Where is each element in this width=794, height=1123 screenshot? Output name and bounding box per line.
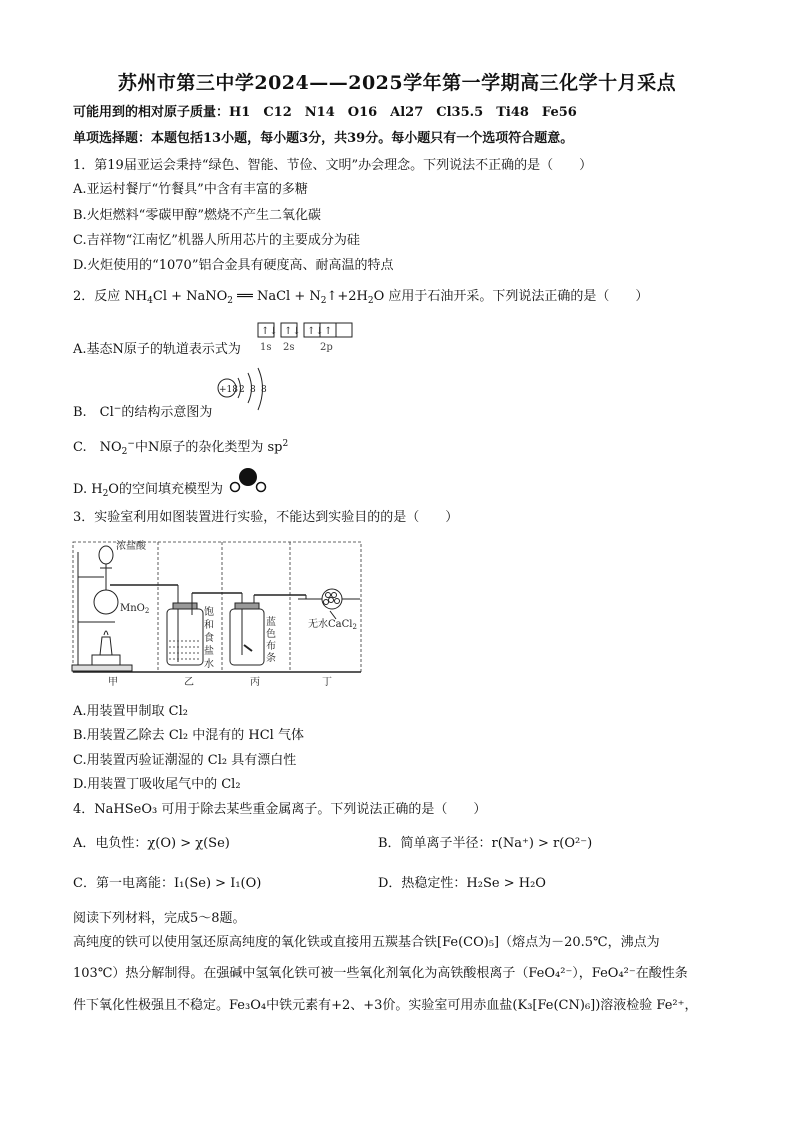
reading-line-1: 高纯度的铁可以使用氢还原高纯度的氧化铁或直接用五羰基合铁[Fe(CO)₅]（熔点为－20.5℃，沸点为 (73, 935, 660, 950)
blue-cloth-strip (244, 645, 252, 651)
label-conc-hcl: 浓盐酸 (116, 541, 146, 552)
q3-stem: 3．实验室利用如图装置进行实验，不能达到实验目的的是（ ） (73, 510, 459, 525)
q2-stem-tail: 应用于石油开采。下列说法正确的是（ ） (388, 289, 649, 304)
eq-sub: 2 (227, 296, 234, 306)
reading-intro: 阅读下列材料，完成5～8题。 (73, 911, 246, 926)
text: D. H (73, 482, 103, 497)
eq-part: Cl + NaNO (152, 289, 228, 304)
shell-electrons: 2 (239, 385, 245, 395)
q3-option-d: D.用装置丁吸收尾气中的 Cl₂ (73, 777, 241, 792)
t: MnO (120, 603, 145, 614)
page-title: 苏州市第三中学2024——2025学年第一学期高三化学十月采点 (117, 72, 677, 94)
separatory-funnel (99, 546, 113, 564)
round-flask (94, 590, 118, 614)
eq-sub: 4 (147, 296, 153, 306)
eq-part: ↑+2H (326, 289, 368, 304)
q1-option-d: D.火炬使用的“1070”铝合金具有硬度高、耐高温的特点 (73, 258, 394, 273)
stopper (173, 603, 197, 609)
q3-option-c: C.用装置丙验证潮湿的 Cl₂ 具有漂白性 (73, 753, 297, 768)
q1-option-b: B.火炬燃料“零碳甲醇”燃烧不产生二氧化碳 (73, 208, 321, 223)
t: 2 (352, 623, 357, 631)
gas-bottle (230, 609, 264, 665)
burner-stand (92, 655, 120, 665)
label-brine: 水 (204, 659, 214, 670)
reading-line-2: 103℃）热分解制得。在强碱中氢氧化铁可被一些氧化剂氧化为高铁酸根离子（FeO₄²⁻），FeO₄²⁻在酸性条 (73, 966, 688, 981)
q2-option-c (73, 435, 288, 461)
label-brine: 和 (204, 620, 214, 631)
sub: 2 (121, 447, 128, 457)
q4-option-c: C．第一电离能：I₁(Se) > I₁(O) (73, 876, 262, 891)
label-jia: 甲 (108, 677, 118, 688)
t: 2 (144, 607, 150, 615)
orbital-diagram (256, 322, 356, 354)
text: 中N原子的杂化类型为 sp (134, 440, 283, 455)
eq-arrow: ══ (237, 289, 253, 304)
label-cloth: 布 (266, 641, 276, 652)
label-ding: 丁 (322, 677, 332, 688)
q1-stem: 1．第19届亚运会秉持“绿色、智能、节俭、文明”办会理念。下列说法不正确的是（ ） (73, 158, 593, 173)
q2-option-d (73, 481, 223, 503)
apparatus-frame (73, 542, 361, 672)
q2-equation (124, 289, 388, 304)
orbital-label: 1s (260, 342, 272, 353)
apparatus-diagram (70, 537, 366, 691)
q2-stem (73, 288, 648, 310)
cacl2-granule-icon (332, 593, 337, 598)
spin-arrow-icon: ↑ (324, 326, 333, 337)
cacl2-granule-icon (324, 600, 329, 605)
atomic-masses: 可能用到的相对原子质量：H1 C12 N14 O16 Al27 Cl35.5 Ti48 Fe56 (73, 105, 577, 120)
q2-option-b (73, 400, 212, 422)
text: O的空间填充模型为 (108, 482, 223, 497)
hydrogen-atom-icon (257, 483, 266, 492)
label-cloth: 色 (266, 629, 276, 640)
cacl2-granule-icon (329, 598, 334, 603)
orbital-label: 2p (320, 342, 333, 353)
label-cloth: 蓝 (266, 617, 276, 628)
label-yi: 乙 (184, 677, 194, 688)
spin-arrows-icon: ↑↓ (307, 326, 324, 337)
label-brine: 饱 (204, 607, 214, 618)
leader-line (330, 611, 336, 619)
q4-stem: 4．NaHSeO₃ 可用于除去某些重金属离子。下列说法正确的是（ ） (73, 802, 487, 817)
eq-part: NaCl + N (256, 289, 321, 304)
shell-electrons: 8 (261, 385, 267, 395)
label-mno2 (120, 603, 149, 615)
spin-arrows-icon: ↑↓ (284, 326, 301, 337)
stand-base (72, 665, 132, 671)
burner (100, 637, 112, 655)
label-cloth: 条 (266, 653, 276, 664)
cacl2-granule-icon (335, 599, 340, 604)
text: 的结构示意图为 (121, 405, 213, 420)
q4-option-d: D．热稳定性：H₂Se > H₂O (378, 876, 546, 891)
t: 无水CaCl (308, 619, 353, 630)
orbital-box-2p-3 (336, 323, 352, 337)
q4-option-a: A．电负性：χ(O) > χ(Se) (73, 836, 230, 851)
eq-part: NH (124, 289, 148, 304)
q3-option-a: A.用装置甲制取 Cl₂ (73, 704, 188, 719)
cacl2-granule-icon (326, 593, 331, 598)
sup: 2 (282, 439, 289, 449)
eq-sub: 2 (367, 296, 374, 306)
q2-option-a: A.基态N原子的轨道表示式为 (73, 342, 241, 357)
q4-option-b: B．简单离子半径：r(Na⁺) > r(O²⁻) (378, 836, 593, 851)
sup: − (113, 404, 122, 414)
oxygen-atom-icon (239, 468, 257, 486)
q1-option-c: C.吉祥物“江南忆”机器人所用芯片的主要成分为硅 (73, 233, 360, 248)
eq-part: O (373, 289, 385, 304)
text: B. Cl (73, 405, 114, 420)
label-bing: 丙 (250, 677, 260, 688)
label-cacl2 (308, 617, 357, 631)
water-space-filling-model (228, 466, 268, 496)
eq-sub: 2 (320, 296, 327, 306)
stopper (235, 603, 259, 609)
flame-icon (104, 631, 108, 635)
q3-option-b: B.用装置乙除去 Cl₂ 中混有的 HCl 气体 (73, 728, 304, 743)
spin-arrows-icon: ↑↓ (261, 326, 278, 337)
wash-bottle (167, 609, 203, 665)
sup: − (127, 439, 135, 449)
hydrogen-atom-icon (231, 483, 240, 492)
q1-option-a: A.亚运村餐厅“竹餐具”中含有丰富的多糖 (73, 182, 308, 197)
nucleus-charge: +18 (219, 385, 238, 395)
sub: 2 (102, 489, 109, 499)
label-brine: 盐 (204, 646, 214, 657)
section-header: 单项选择题：本题包括13小题，每小题3分，共39分。每小题只有一个选项符合题意。 (73, 131, 574, 146)
q2-num: 2．反应 (73, 289, 121, 304)
text: C. NO (73, 440, 122, 455)
cl-ion-structure-diagram (215, 364, 275, 416)
orbital-label: 2s (283, 342, 295, 353)
shell-electrons: 8 (250, 385, 256, 395)
label-brine: 食 (204, 633, 214, 644)
reading-line-3: 件下氧化性极强且不稳定。Fe₃O₄中铁元素有+2、+3价。实验室可用赤血盐(K₃[Fe(CN)₆])溶液检验 Fe²⁺， (73, 998, 698, 1013)
